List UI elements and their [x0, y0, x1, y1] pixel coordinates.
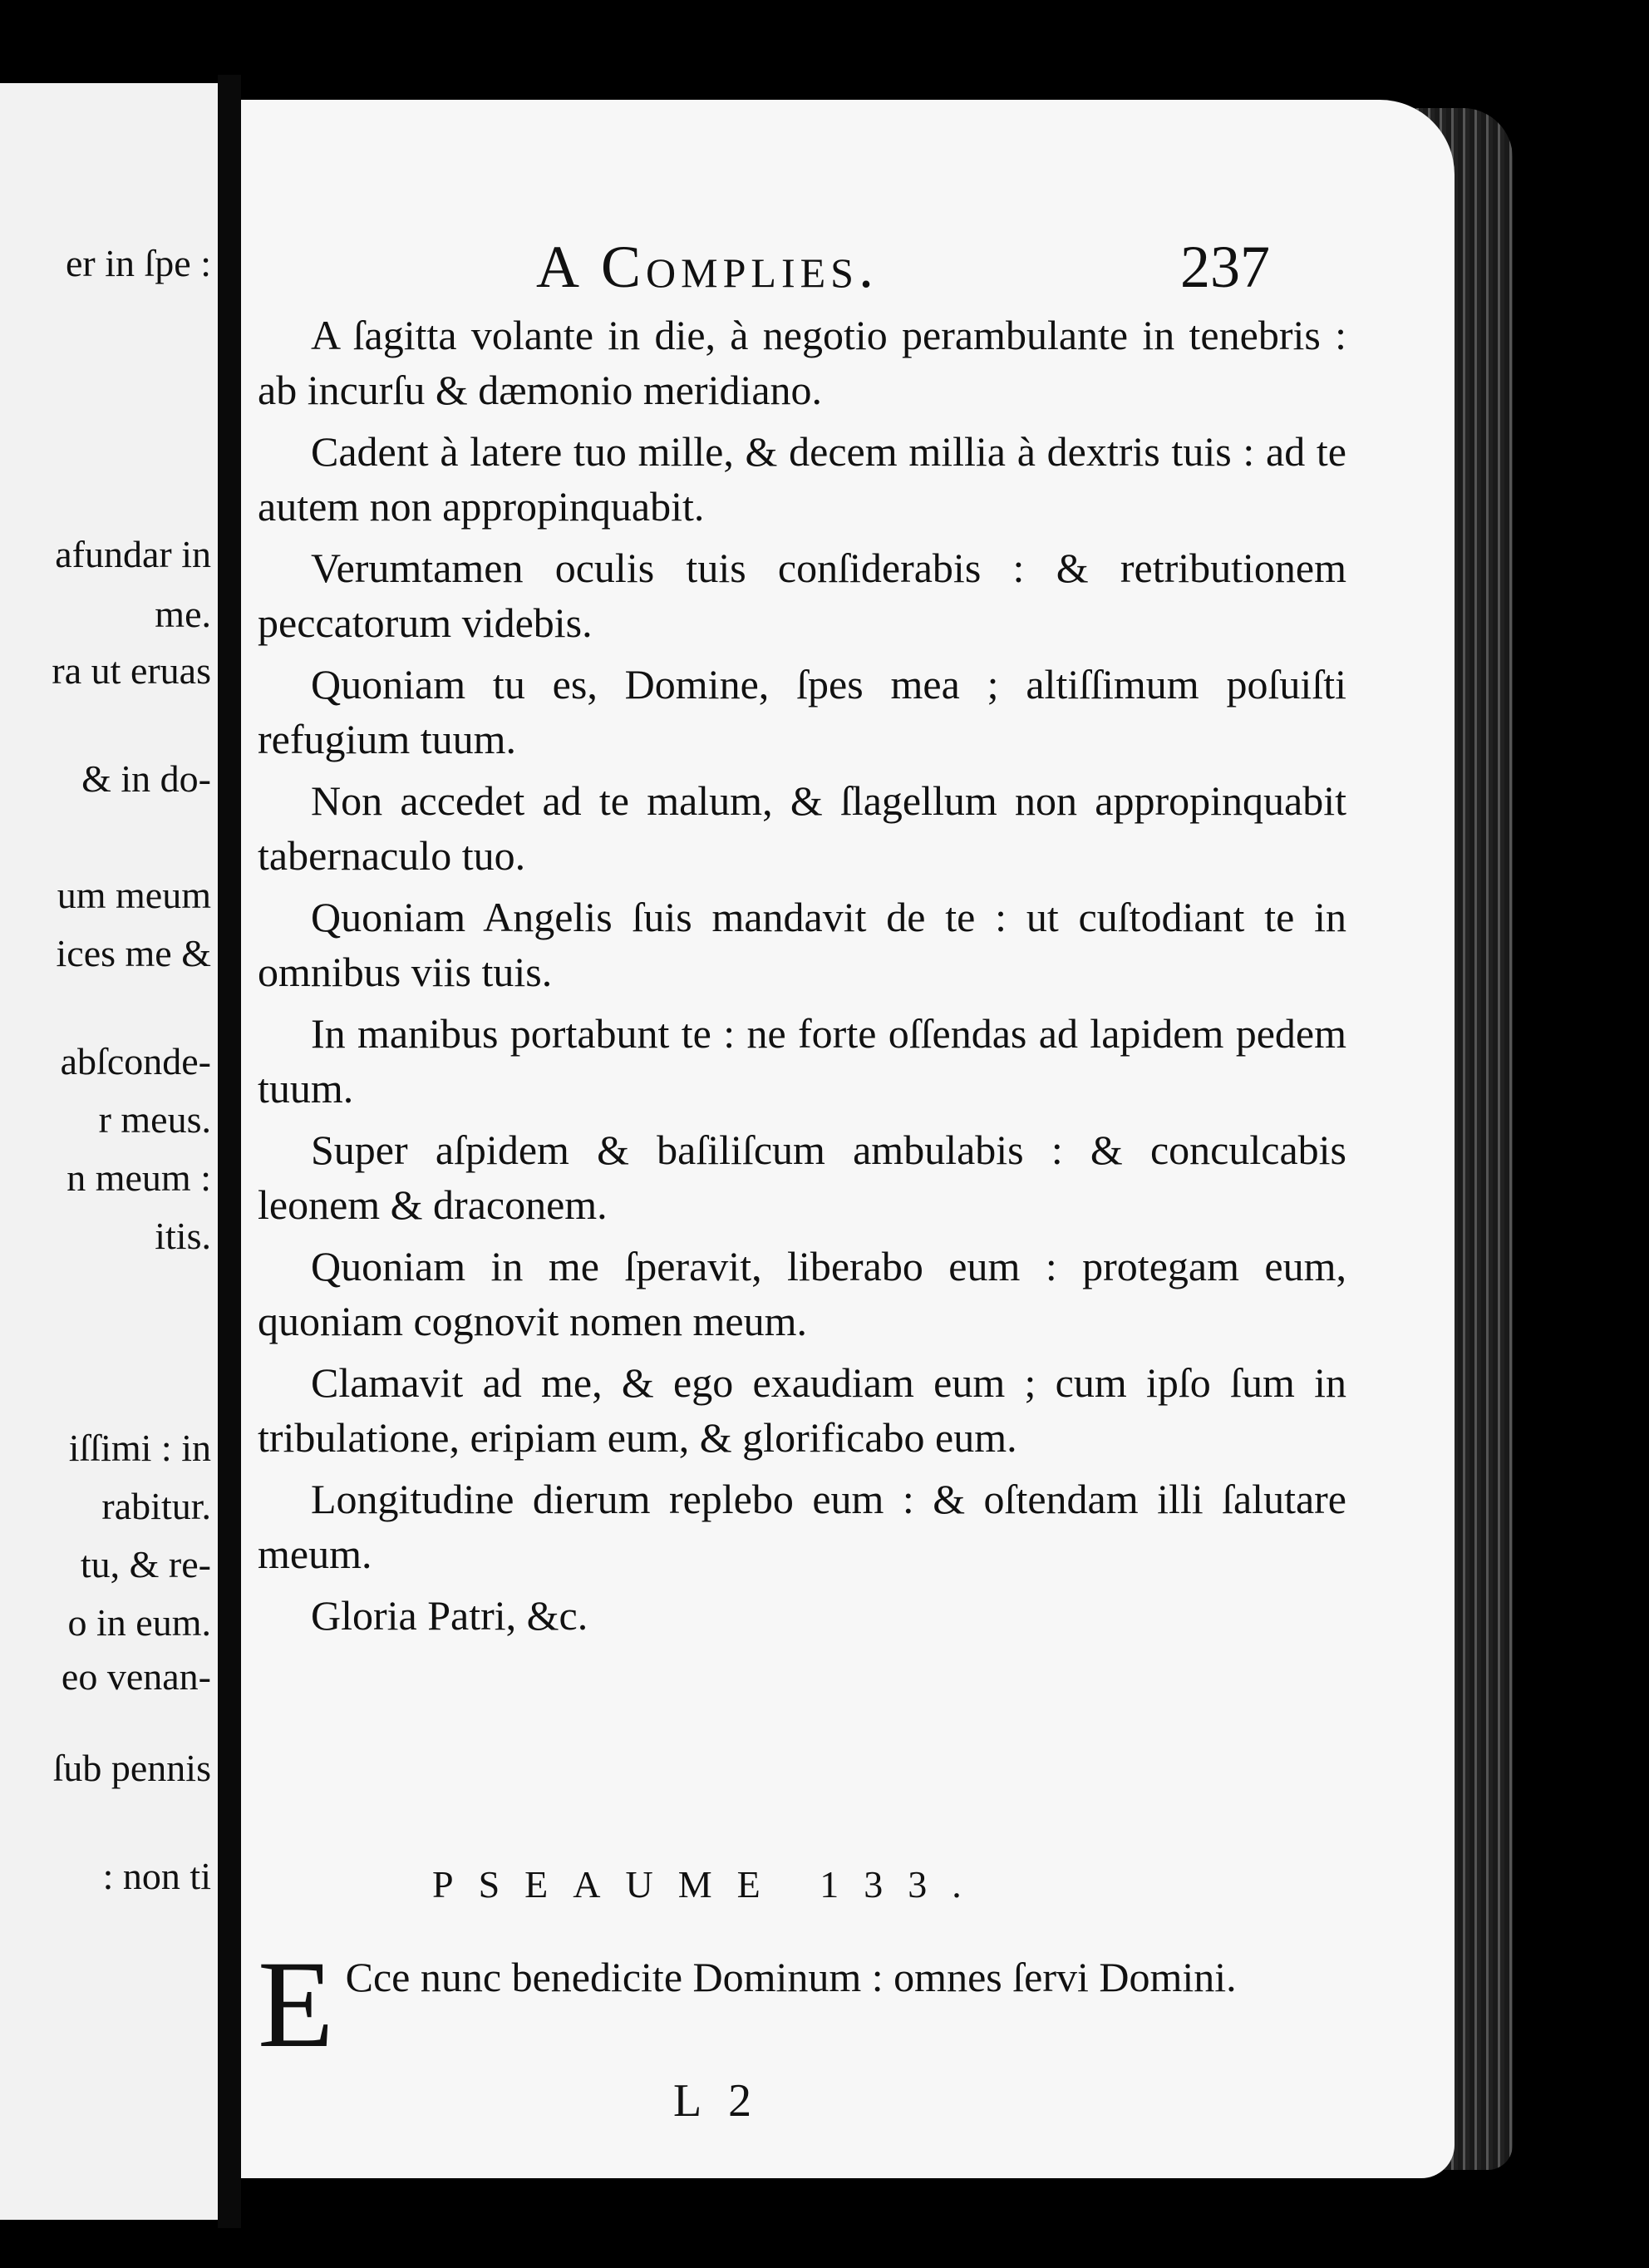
left-line: o in eum.	[67, 1601, 211, 1644]
book-gutter	[218, 75, 241, 2228]
left-line: afundar in	[55, 533, 211, 575]
verse: Super aſpidem & baſiliſcum ambulabis : & conculcabis leonem & draconem.	[258, 1127, 1346, 1228]
verse: In manibus portabunt te : ne forte oſſendas ad lapidem pedem tuum.	[258, 1010, 1346, 1112]
left-line: ſub pennis	[52, 1747, 211, 1789]
left-line: r meus.	[98, 1098, 211, 1141]
verse: Clamavit ad me, & ego exaudiam eum ; cum ipſo ſum in tribulatione, eripiam eum, & glorificabo eum.	[258, 1359, 1346, 1461]
left-line: rabitur.	[101, 1485, 211, 1527]
psalm-opening	[258, 1935, 1338, 2073]
left-line: n meum :	[66, 1156, 211, 1199]
verse: Quoniam in me ſperavit, liberabo eum : protegam eum, quoniam cognovit nomen meum.	[258, 1243, 1346, 1344]
page-number: 237	[1180, 234, 1270, 300]
left-line: & in do-	[81, 757, 211, 800]
left-line: itis.	[155, 1215, 211, 1257]
left-line: eo venan-	[61, 1655, 211, 1698]
drop-cap: E	[258, 1935, 334, 2073]
verse: Quoniam Angelis ſuis mandavit de te : ut cuſtodiant te in omnibus viis tuis.	[258, 894, 1346, 995]
psalm-opening-text: Cce nunc benedicite Dominum : omnes ſervi Domini.	[345, 1954, 1237, 2000]
left-line: me.	[155, 593, 211, 635]
right-page	[241, 100, 1455, 2178]
verse: A ſagitta volante in die, à negotio perambulante in tenebris : ab incurſu & dæmonio meridiano.	[258, 312, 1346, 413]
verse: Longitudine dierum replebo eum : & oſtendam illi ſalutare meum.	[258, 1476, 1346, 1577]
running-title: A Complies.	[536, 234, 879, 300]
left-line: ices me &	[56, 932, 211, 974]
left-page	[0, 83, 223, 2220]
left-line: tu, & re-	[80, 1543, 211, 1585]
verse: Quoniam tu es, Domine, ſpes mea ; altiſſimum poſuiſti refugium tuum.	[258, 661, 1346, 762]
verse: Cadent à latere tuo mille, & decem millia à dextris tuis : ad te autem non appropinquabit.	[258, 428, 1346, 530]
left-line: um meum	[57, 874, 211, 916]
page-header	[241, 233, 1388, 299]
verse: Gloria Patri, &c.	[311, 1592, 588, 1639]
left-line: : non ti	[102, 1855, 211, 1897]
verse: Non accedet ad te malum, & ſlagellum non appropinquabit tabernaculo tuo.	[258, 777, 1346, 879]
psalm-text	[258, 308, 1346, 1649]
psalm-heading: PSEAUME 133.	[432, 1863, 987, 1906]
left-line: ra ut eruas	[52, 649, 211, 692]
left-line: er in ſpe :	[66, 242, 211, 284]
left-line: iſſimi : in	[68, 1427, 211, 1469]
signature-mark: L 2	[673, 2075, 761, 2127]
left-line: abſconde-	[60, 1040, 211, 1082]
verse: Verumtamen oculis tuis conſiderabis : & retributionem peccatorum videbis.	[258, 545, 1346, 646]
